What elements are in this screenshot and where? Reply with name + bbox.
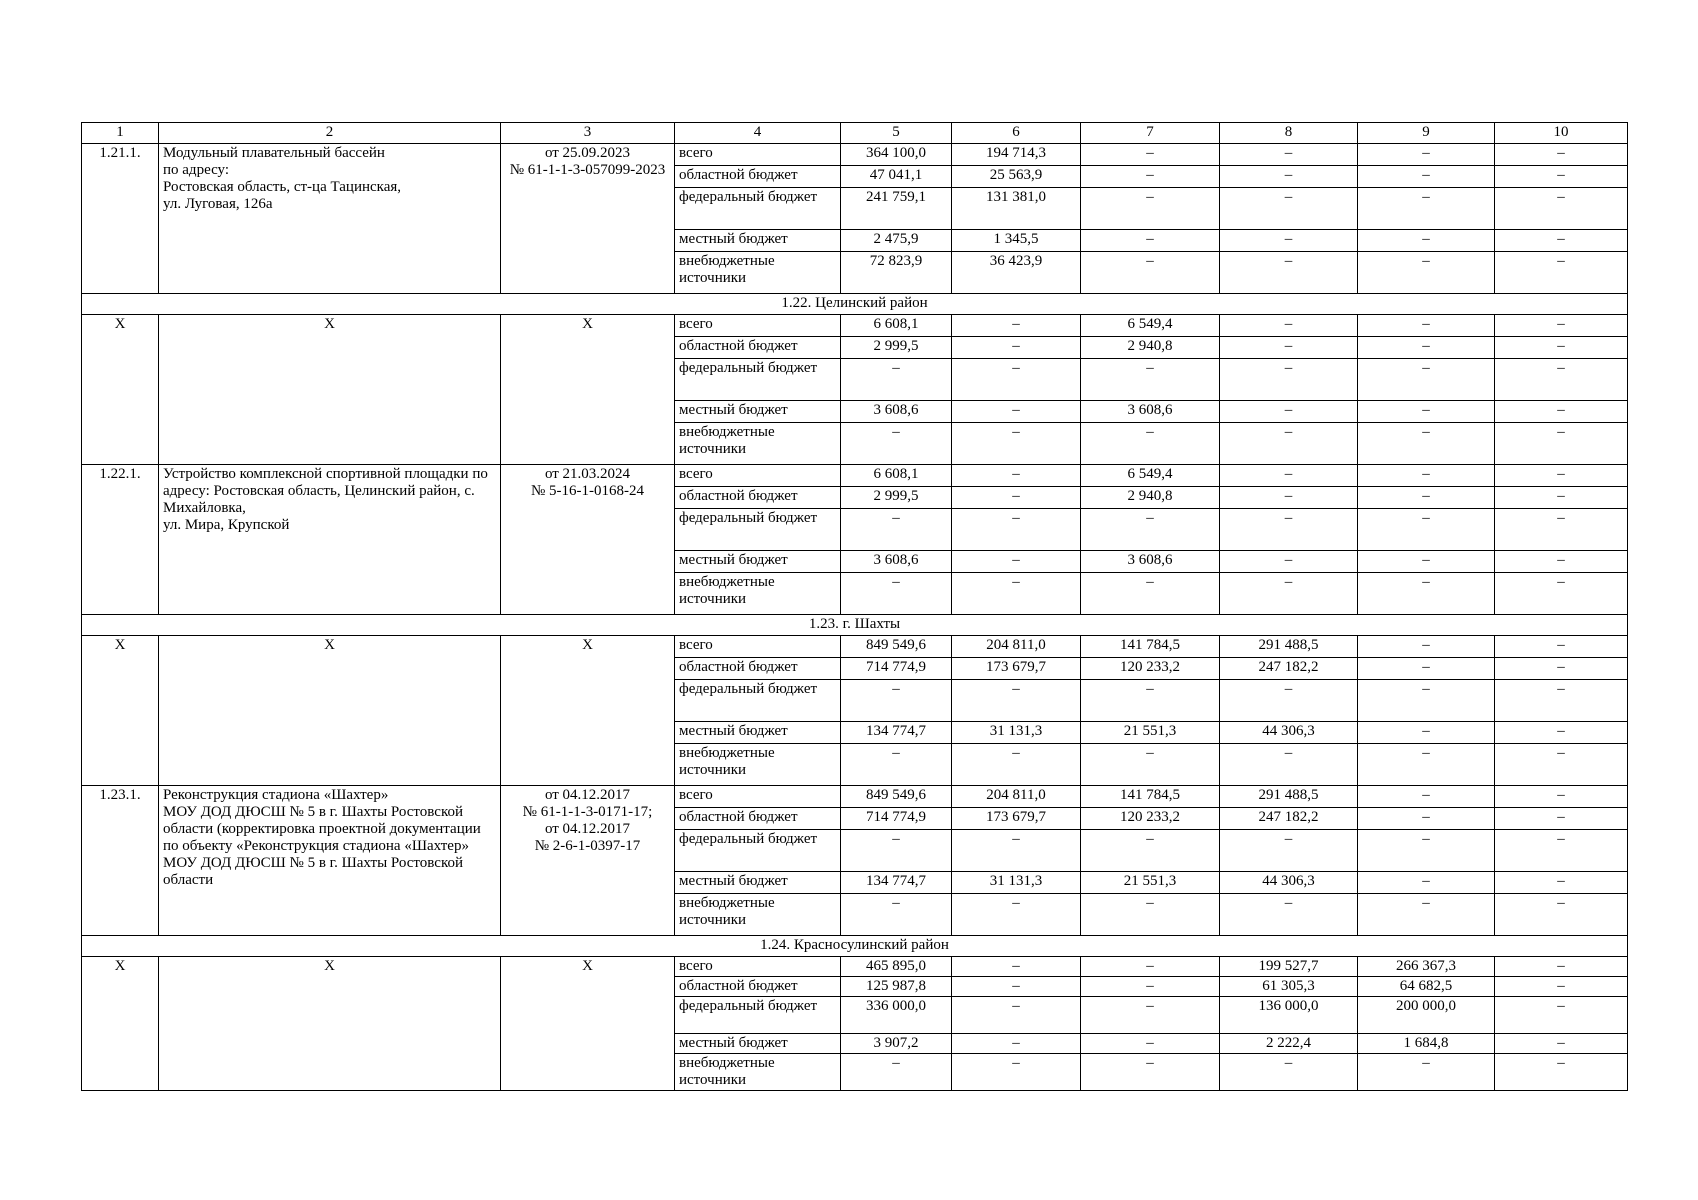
column-number: 4 [675,123,841,144]
amount-cell: 241 759,1 [841,188,952,230]
column-number: 3 [501,123,675,144]
amount-cell: – [1081,680,1220,722]
amount-cell: 131 381,0 [952,188,1081,230]
amount-cell: – [1358,894,1495,936]
amount-cell: 136 000,0 [1220,997,1358,1034]
amount-cell: 2 475,9 [841,230,952,252]
amount-cell: – [1220,487,1358,509]
amount-cell: 364 100,0 [841,144,952,166]
funding-source-label: областной бюджет [675,808,841,830]
amount-cell: – [1495,230,1628,252]
amount-cell: – [1081,573,1220,615]
funding-source-label: внебюджетные источники [675,252,841,294]
amount-cell: – [1220,337,1358,359]
item-document: от 21.03.2024 № 5-16-1-0168-24 [501,465,675,615]
amount-cell: – [1220,551,1358,573]
amount-cell: – [1495,423,1628,465]
table-body [82,123,1628,1091]
item-number: Х [82,636,159,786]
amount-cell: – [1495,188,1628,230]
amount-cell: – [1220,166,1358,188]
amount-cell: – [1358,487,1495,509]
funding-source-label: федеральный бюджет [675,997,841,1034]
amount-cell: – [1220,830,1358,872]
amount-cell: – [841,359,952,401]
amount-cell: – [1358,252,1495,294]
amount-cell: 72 823,9 [841,252,952,294]
amount-cell: 291 488,5 [1220,636,1358,658]
amount-cell: 141 784,5 [1081,636,1220,658]
amount-cell: – [952,487,1081,509]
amount-cell: 2 940,8 [1081,337,1220,359]
column-number: 1 [82,123,159,144]
amount-cell: 134 774,7 [841,722,952,744]
amount-cell: – [1358,423,1495,465]
amount-cell: 6 549,4 [1081,465,1220,487]
item-name: Х [159,957,501,1091]
amount-cell: – [1358,658,1495,680]
amount-cell: 3 608,6 [1081,401,1220,423]
amount-cell: – [1358,509,1495,551]
amount-cell: – [1358,188,1495,230]
item-name: Модульный плавательный бассейн по адресу: Ростовская область, ст-ца Тацинская, ул. Луговая, 126а [159,144,501,294]
amount-cell: 21 551,3 [1081,872,1220,894]
amount-cell: – [1081,1054,1220,1091]
item-document: от 25.09.2023 № 61-1-1-3-057099-2023 [501,144,675,294]
amount-cell: – [1495,401,1628,423]
amount-cell: – [1081,997,1220,1034]
amount-cell: – [1358,315,1495,337]
amount-cell: – [1495,977,1628,997]
item-document: Х [501,315,675,465]
amount-cell: 336 000,0 [841,997,952,1034]
amount-cell: – [1358,573,1495,615]
amount-cell: 31 131,3 [952,872,1081,894]
column-number: 10 [1495,123,1628,144]
amount-cell: – [1495,166,1628,188]
funding-source-label: федеральный бюджет [675,830,841,872]
amount-cell: – [1495,872,1628,894]
amount-cell: – [952,573,1081,615]
amount-cell: – [841,509,952,551]
section-row [82,936,1628,957]
amount-cell: – [952,957,1081,977]
amount-cell: – [952,1034,1081,1054]
amount-cell: 849 549,6 [841,786,952,808]
amount-cell: – [1358,830,1495,872]
funding-source-label: федеральный бюджет [675,509,841,551]
amount-cell: 2 222,4 [1220,1034,1358,1054]
funding-source-label: внебюджетные источники [675,573,841,615]
amount-cell: – [1220,423,1358,465]
amount-cell: – [1081,957,1220,977]
amount-cell: – [1358,359,1495,401]
table-row [82,315,1628,337]
amount-cell: 6 608,1 [841,315,952,337]
amount-cell: 714 774,9 [841,808,952,830]
funding-source-label: всего [675,957,841,977]
amount-cell: – [1495,359,1628,401]
funding-source-label: местный бюджет [675,401,841,423]
funding-source-label: областной бюджет [675,487,841,509]
amount-cell: – [1358,1054,1495,1091]
table-row [82,957,1628,977]
amount-cell: – [952,359,1081,401]
amount-cell: – [841,1054,952,1091]
amount-cell: 266 367,3 [1358,957,1495,977]
item-number: 1.21.1. [82,144,159,294]
funding-source-label: всего [675,144,841,166]
amount-cell: – [1081,188,1220,230]
section-row [82,294,1628,315]
amount-cell: 204 811,0 [952,786,1081,808]
item-name: Х [159,636,501,786]
amount-cell: 200 000,0 [1358,997,1495,1034]
amount-cell: – [1220,401,1358,423]
amount-cell: – [1081,166,1220,188]
amount-cell: – [1495,680,1628,722]
amount-cell: – [1495,573,1628,615]
amount-cell: – [1358,636,1495,658]
amount-cell: 64 682,5 [1358,977,1495,997]
funding-source-label: областной бюджет [675,337,841,359]
amount-cell: – [1358,808,1495,830]
amount-cell: – [1495,1054,1628,1091]
funding-source-label: федеральный бюджет [675,680,841,722]
column-number: 5 [841,123,952,144]
amount-cell: 1 345,5 [952,230,1081,252]
amount-cell: – [1358,166,1495,188]
amount-cell: 465 895,0 [841,957,952,977]
amount-cell: – [1081,144,1220,166]
amount-cell: – [952,894,1081,936]
amount-cell: – [952,830,1081,872]
amount-cell: – [1081,423,1220,465]
amount-cell: – [952,423,1081,465]
item-number: Х [82,957,159,1091]
amount-cell: – [841,573,952,615]
budget-table [81,122,1628,1091]
amount-cell: – [1220,188,1358,230]
funding-source-label: федеральный бюджет [675,359,841,401]
item-number: 1.22.1. [82,465,159,615]
section-title: 1.24. Красносулинский район [82,936,1628,957]
column-number: 9 [1358,123,1495,144]
amount-cell: – [1495,487,1628,509]
column-number: 2 [159,123,501,144]
amount-cell: – [1495,144,1628,166]
amount-cell: 247 182,2 [1220,658,1358,680]
amount-cell: 199 527,7 [1220,957,1358,977]
funding-source-label: внебюджетные источники [675,894,841,936]
amount-cell: 134 774,7 [841,872,952,894]
amount-cell: – [841,830,952,872]
amount-cell: – [1220,230,1358,252]
amount-cell: – [1495,636,1628,658]
item-name: Устройство комплексной спортивной площадки по адресу: Ростовская область, Целинский район, с. Михайловка, ул. Мира, Крупской [159,465,501,615]
amount-cell: – [1358,872,1495,894]
table-row [82,786,1628,808]
amount-cell: – [1495,830,1628,872]
amount-cell: – [1358,465,1495,487]
amount-cell: 2 940,8 [1081,487,1220,509]
amount-cell: 120 233,2 [1081,658,1220,680]
funding-source-label: всего [675,636,841,658]
funding-source-label: федеральный бюджет [675,188,841,230]
funding-source-label: местный бюджет [675,551,841,573]
item-document: Х [501,957,675,1091]
amount-cell: – [952,509,1081,551]
amount-cell: – [1495,337,1628,359]
funding-source-label: местный бюджет [675,230,841,252]
amount-cell: – [1081,894,1220,936]
amount-cell: 714 774,9 [841,658,952,680]
section-title: 1.22. Целинский район [82,294,1628,315]
table-row [82,465,1628,487]
amount-cell: – [1220,144,1358,166]
amount-cell: 36 423,9 [952,252,1081,294]
amount-cell: – [1220,680,1358,722]
amount-cell: 31 131,3 [952,722,1081,744]
amount-cell: 44 306,3 [1220,872,1358,894]
amount-cell: 25 563,9 [952,166,1081,188]
amount-cell: – [1220,744,1358,786]
amount-cell: – [1081,977,1220,997]
funding-source-label: всего [675,465,841,487]
funding-source-label: внебюджетные источники [675,1054,841,1091]
amount-cell: – [1081,230,1220,252]
item-name: Реконструкция стадиона «Шахтер» МОУ ДОД ДЮСШ № 5 в г. Шахты Ростовской области (корректировка проектной документации по объекту «Реконструкция стадиона «Шахтер» МОУ ДОД ДЮСШ № 5 в г. Шахты Ростовской области [159,786,501,936]
amount-cell: – [1081,830,1220,872]
amount-cell: – [952,465,1081,487]
amount-cell: – [1081,252,1220,294]
column-number: 7 [1081,123,1220,144]
funding-source-label: всего [675,315,841,337]
amount-cell: – [1358,680,1495,722]
amount-cell: – [1358,230,1495,252]
amount-cell: 3 608,6 [841,401,952,423]
amount-cell: – [841,680,952,722]
amount-cell: – [1358,786,1495,808]
amount-cell: – [1495,744,1628,786]
amount-cell: – [1495,551,1628,573]
amount-cell: – [1358,551,1495,573]
amount-cell: 194 714,3 [952,144,1081,166]
amount-cell: 21 551,3 [1081,722,1220,744]
amount-cell: – [952,977,1081,997]
amount-cell: – [1358,337,1495,359]
amount-cell: 61 305,3 [1220,977,1358,997]
amount-cell: – [1495,252,1628,294]
amount-cell: – [1220,465,1358,487]
amount-cell: – [841,744,952,786]
amount-cell: – [1495,1034,1628,1054]
amount-cell: 3 608,6 [1081,551,1220,573]
amount-cell: – [952,744,1081,786]
amount-cell: – [1081,359,1220,401]
amount-cell: 173 679,7 [952,658,1081,680]
amount-cell: 1 684,8 [1358,1034,1495,1054]
amount-cell: – [1081,509,1220,551]
item-name: Х [159,315,501,465]
funding-source-label: местный бюджет [675,722,841,744]
funding-source-label: областной бюджет [675,977,841,997]
amount-cell: – [1220,573,1358,615]
amount-cell: 125 987,8 [841,977,952,997]
amount-cell: – [1220,359,1358,401]
amount-cell: – [952,1054,1081,1091]
amount-cell: – [952,997,1081,1034]
funding-source-label: внебюджетные источники [675,423,841,465]
amount-cell: 247 182,2 [1220,808,1358,830]
amount-cell: – [1220,1054,1358,1091]
amount-cell: – [1220,509,1358,551]
amount-cell: – [841,423,952,465]
column-number: 6 [952,123,1081,144]
amount-cell: 6 549,4 [1081,315,1220,337]
amount-cell: – [841,894,952,936]
amount-cell: – [1495,722,1628,744]
amount-cell: – [1495,465,1628,487]
amount-cell: – [1220,894,1358,936]
column-number: 8 [1220,123,1358,144]
amount-cell: – [1358,144,1495,166]
amount-cell: – [1220,252,1358,294]
amount-cell: 44 306,3 [1220,722,1358,744]
amount-cell: – [1220,315,1358,337]
amount-cell: – [1495,658,1628,680]
amount-cell: – [1495,509,1628,551]
section-title: 1.23. г. Шахты [82,615,1628,636]
amount-cell: 120 233,2 [1081,808,1220,830]
amount-cell: 6 608,1 [841,465,952,487]
amount-cell: – [952,551,1081,573]
amount-cell: 3 608,6 [841,551,952,573]
amount-cell: 291 488,5 [1220,786,1358,808]
funding-source-label: всего [675,786,841,808]
amount-cell: – [1495,957,1628,977]
amount-cell: 2 999,5 [841,487,952,509]
amount-cell: – [1495,315,1628,337]
table-row [82,144,1628,166]
amount-cell: – [1081,744,1220,786]
amount-cell: 173 679,7 [952,808,1081,830]
funding-source-label: местный бюджет [675,872,841,894]
amount-cell: 849 549,6 [841,636,952,658]
column-number-row [82,123,1628,144]
amount-cell: – [952,401,1081,423]
funding-source-label: областной бюджет [675,658,841,680]
amount-cell: – [1495,894,1628,936]
funding-source-label: внебюджетные источники [675,744,841,786]
table-row [82,636,1628,658]
item-number: 1.23.1. [82,786,159,936]
amount-cell: – [1495,808,1628,830]
item-document: от 04.12.2017 № 61-1-1-3-0171-17; от 04.12.2017 № 2-6-1-0397-17 [501,786,675,936]
amount-cell: – [952,680,1081,722]
amount-cell: 141 784,5 [1081,786,1220,808]
amount-cell: – [1358,722,1495,744]
amount-cell: – [1081,1034,1220,1054]
funding-source-label: местный бюджет [675,1034,841,1054]
amount-cell: – [1358,401,1495,423]
amount-cell: – [1358,744,1495,786]
item-document: Х [501,636,675,786]
amount-cell: – [952,315,1081,337]
amount-cell: – [1495,786,1628,808]
amount-cell: 3 907,2 [841,1034,952,1054]
amount-cell: 47 041,1 [841,166,952,188]
item-number: Х [82,315,159,465]
amount-cell: – [1495,997,1628,1034]
amount-cell: 204 811,0 [952,636,1081,658]
amount-cell: – [952,337,1081,359]
funding-source-label: областной бюджет [675,166,841,188]
section-row [82,615,1628,636]
amount-cell: 2 999,5 [841,337,952,359]
